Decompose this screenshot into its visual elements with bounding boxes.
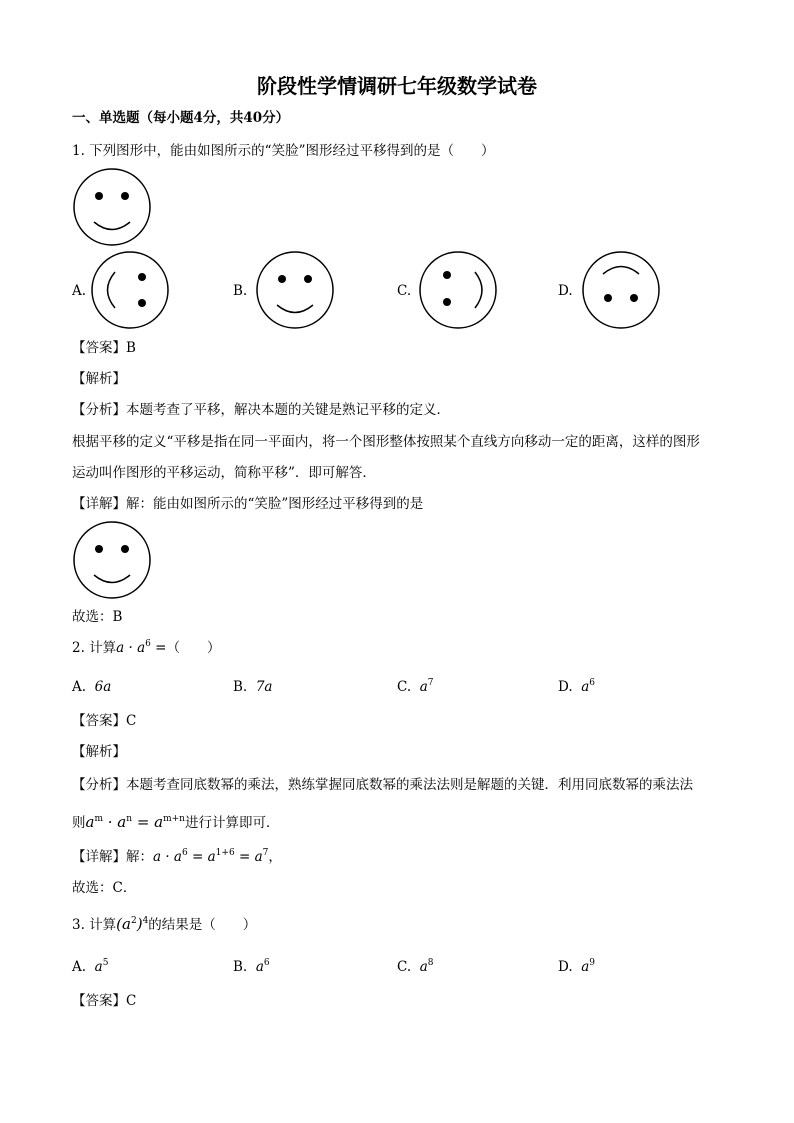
q2-option-a-value: 6a [94,679,112,695]
q1-answer: 【答案】B [72,340,136,356]
q2-detail-prefix: 【详解】解： [72,849,153,865]
q2-option-b [233,677,272,697]
q1-detail: 【详解】解：能由如图所示的“笑脸”图形经过平移得到的是 [72,496,424,512]
q2-fenxi-line1: 【分析】本题考查同底数幂的乘法，熟练掌握同底数幂的乘法法则是解题的关键．利用同底数幂的乘法法 [72,777,693,793]
smiley-face-rotated-left-icon [90,250,170,330]
q2-option-d-value: a [581,679,590,695]
q2-rule-base: a [85,813,95,831]
q3-answer: 【答案】C [72,993,137,1009]
q2-fenxi-line2-prefix: 则 [72,815,86,831]
q2-rule-exp-m: m [94,814,103,824]
q1-choice: 故选：B [72,609,123,625]
q3-stem-close: ) [136,915,143,933]
smiley-face-icon [72,167,152,247]
q2-option-b-label: B. [233,679,248,695]
q2-detail-exp3: 7 [262,848,269,858]
q2-option-c-exponent: 7 [427,678,434,688]
q2-rule-eq: = a [132,813,164,831]
q3-stem-outer-exponent: 4 [142,916,149,926]
smiley-face-rotated-right-icon [418,250,498,330]
q1-fenxi: 【分析】本题考查了平移，解决本题的关键是熟记平移的定义． [72,402,450,418]
q2-rule-dot: · a [103,813,127,831]
q3-stem-math: (a [116,915,131,933]
q2-detail-math3: = a [234,849,263,865]
q2-option-c-value: a [419,679,428,695]
q2-detail-exp1: 6 [181,848,188,858]
q3-option-c-exponent: 8 [427,958,434,968]
q2-stem-math: a · a [116,640,146,656]
q1-option-a-label: A. [72,283,87,299]
q3-stem [72,914,256,935]
q2-answer: 【答案】C [72,713,137,729]
q2-stem [72,638,221,658]
q2-choice: 故选：C． [72,880,137,896]
q2-detail-suffix: ， [268,849,282,865]
q3-option-b-value: a [255,959,264,975]
q3-option-a [72,957,108,977]
q2-detail-math2: = a [187,849,216,865]
q3-option-b-exponent: 6 [263,958,270,968]
q2-option-a-label: A. [72,679,87,695]
q2-fenxi-line2 [72,812,279,833]
smiley-face-icon [72,520,152,600]
q1-option-c-label: C. [397,283,412,299]
q2-option-d-label: D. [558,679,573,695]
q2-analysis-label: 【解析】 [72,744,126,760]
q2-rule-exp-n: n [126,814,133,824]
smiley-face-icon [255,250,335,330]
q3-option-d-exponent: 9 [589,958,596,968]
q2-option-c-label: C. [397,679,412,695]
smiley-face-upside-down-icon [581,250,661,330]
q3-stem-suffix: 的结果是（ ） [148,917,257,933]
q2-option-d-exponent: 6 [589,678,596,688]
q2-option-a [72,677,111,697]
q3-option-c [397,957,434,977]
q3-option-b [233,957,270,977]
q3-option-a-label: A. [72,959,87,975]
q2-fenxi-line2-suffix: 进行计算即可． [184,815,280,831]
q3-option-a-exponent: 5 [102,958,109,968]
q3-option-b-label: B. [233,959,248,975]
page-title: 阶段性学情调研七年级数学试卷 [257,74,537,98]
q3-option-d [558,957,595,977]
q3-option-a-value: a [94,959,103,975]
q2-detail-exp2: 1+6 [215,848,235,858]
q2-rule-exp-mn: m+n [163,814,185,824]
section-heading: 一、单选题（每小题4分，共40分） [72,110,290,126]
q2-option-b-value: 7a [255,679,273,695]
q1-analysis-label: 【解析】 [72,371,126,387]
q1-stem: 1. 下列图形中，能由如图所示的“笑脸”图形经过平移得到的是（ ） [72,143,495,159]
q2-stem-exponent: 6 [145,639,151,649]
q3-option-c-value: a [419,959,428,975]
q2-detail [72,847,282,867]
q1-definition-line2: 运动叫作图形的平移运动，简称平移”．即可解答． [72,465,376,481]
q1-option-b-label: B. [233,283,248,299]
q3-option-d-label: D. [558,959,573,975]
q3-stem-prefix: 3. 计算 [72,917,117,933]
q3-option-d-value: a [581,959,590,975]
q1-option-d-label: D. [558,283,573,299]
q2-option-d [558,677,595,697]
q1-definition-line1: 根据平移的定义“平移是指在同一平面内，将一个图形整体按照某个直线方向移动一定的距离，这样的图形 [72,434,700,450]
q2-detail-math1: a · a [153,849,182,865]
q2-stem-suffix: =（ ） [150,640,221,656]
q3-stem-inner-exponent: 2 [130,916,137,926]
q2-option-c [397,677,434,697]
q3-option-c-label: C. [397,959,412,975]
q2-stem-prefix: 2. 计算 [72,640,117,656]
